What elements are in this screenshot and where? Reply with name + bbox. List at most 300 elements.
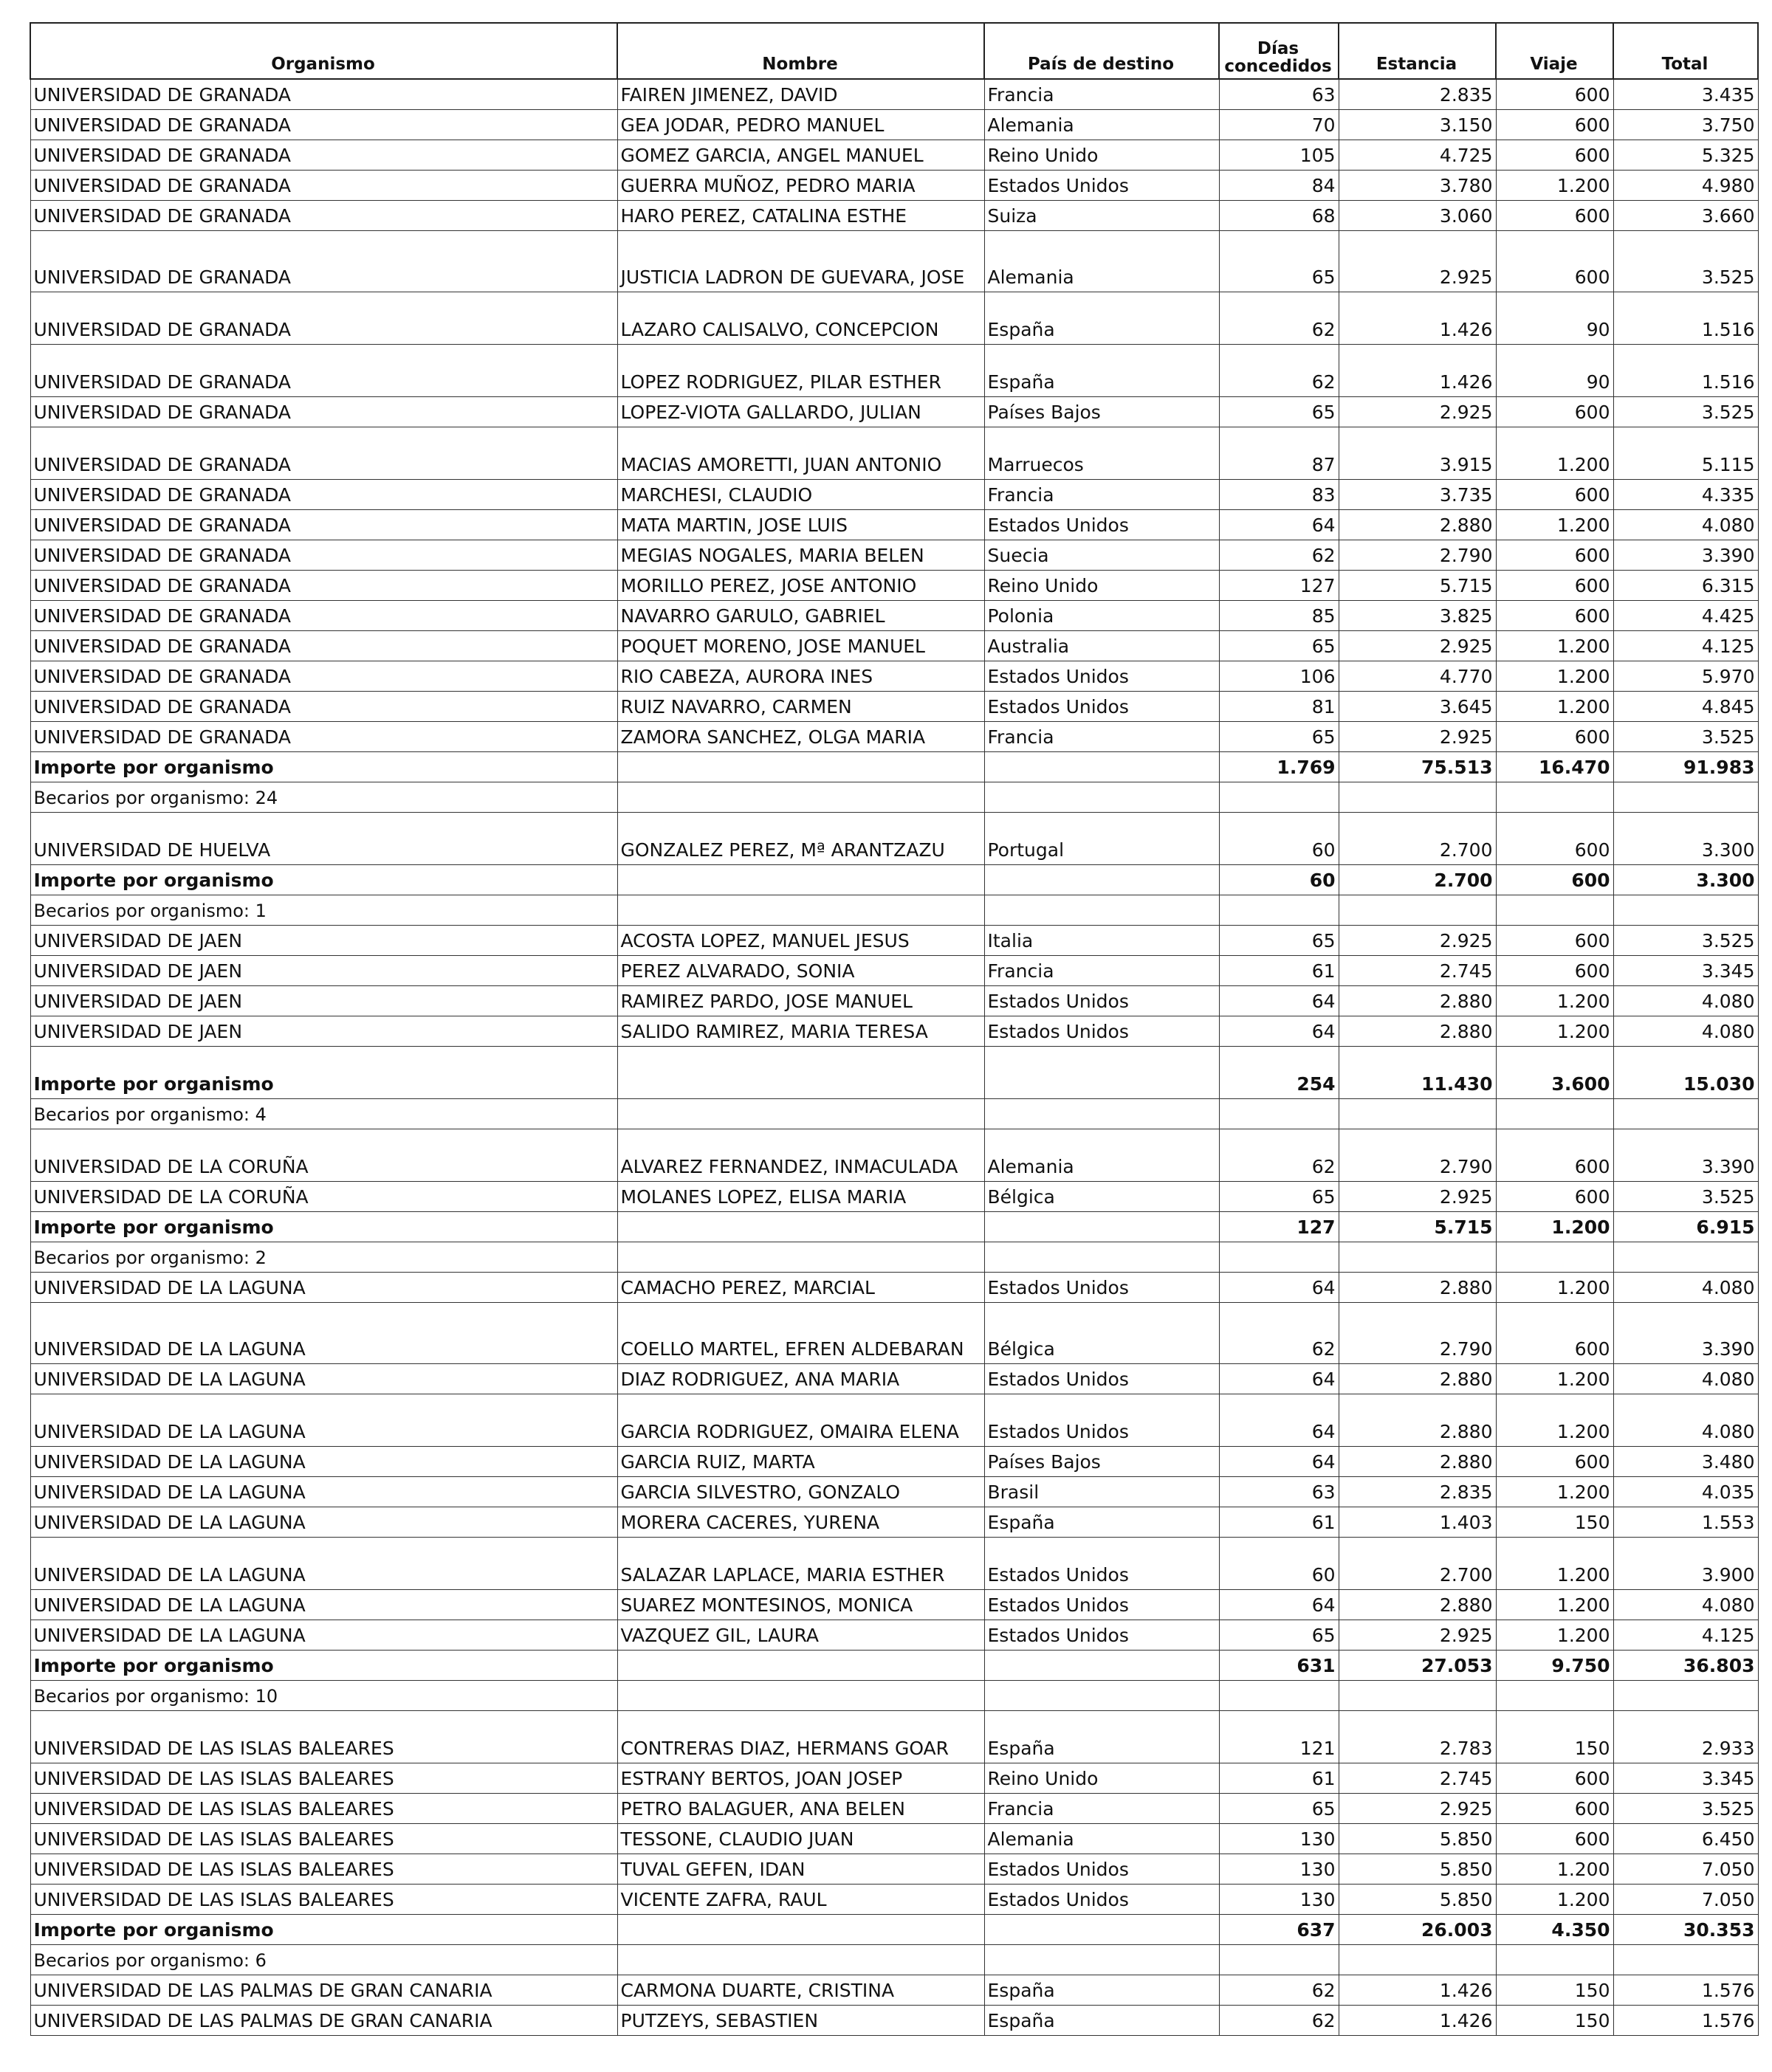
cell-viaje: 1.200 [1496,171,1613,201]
cell-organismo: UNIVERSIDAD DE JAEN [30,986,617,1016]
cell-viaje [1496,1242,1613,1273]
cell-estancia: 2.925 [1339,926,1496,956]
table-row [30,631,1758,661]
cell-total [1613,782,1758,813]
cell-nombre: MARCHESI, CLAUDIO [617,480,984,510]
cell-viaje [1496,1945,1613,1975]
cell-dias: 85 [1219,601,1339,631]
cell-nombre: PUTZEYS, SEBASTIEN [617,2006,984,2036]
cell-total: 5.970 [1613,661,1758,692]
cell-dias: 130 [1219,1824,1339,1854]
cell-dias [1219,1945,1339,1975]
cell-total: 30.353 [1613,1915,1758,1945]
cell-dias: 64 [1219,1394,1339,1447]
cell-dias: 70 [1219,110,1339,140]
cell-pais: Francia [984,480,1219,510]
cell-viaje: 1.200 [1496,692,1613,722]
cell-nombre: NAVARRO GARULO, GABRIEL [617,601,984,631]
table-row [30,201,1758,231]
cell-pais: Estados Unidos [984,1538,1219,1590]
cell-viaje: 90 [1496,345,1613,397]
count-row [30,1099,1758,1129]
cell-viaje: 16.470 [1496,752,1613,782]
cell-estancia: 5.715 [1339,571,1496,601]
cell-organismo: UNIVERSIDAD DE LA LAGUNA [30,1507,617,1538]
document-sheet [30,22,1757,2036]
cell-total: 36.803 [1613,1651,1758,1681]
cell-dias: 62 [1219,1129,1339,1182]
cell-viaje: 600 [1496,722,1613,752]
table-row [30,601,1758,631]
subtotal-row [30,1651,1758,1681]
cell-organismo: UNIVERSIDAD DE LAS ISLAS BALEARES [30,1885,617,1915]
cell-organismo: UNIVERSIDAD DE LAS ISLAS BALEARES [30,1824,617,1854]
cell-viaje: 600 [1496,1447,1613,1477]
cell-nombre: RUIZ NAVARRO, CARMEN [617,692,984,722]
cell-dias: 87 [1219,427,1339,480]
cell-nombre: MORERA CACERES, YURENA [617,1507,984,1538]
cell-pais: Estados Unidos [984,1854,1219,1885]
subtotal-row [30,752,1758,782]
cell-dias: 60 [1219,813,1339,865]
cell-organismo: UNIVERSIDAD DE JAEN [30,1016,617,1047]
cell-pais: Alemania [984,1129,1219,1182]
cell-viaje: 600 [1496,601,1613,631]
cell-organismo: UNIVERSIDAD DE LA LAGUNA [30,1394,617,1447]
cell-total: 3.390 [1613,540,1758,571]
table-row [30,1477,1758,1507]
cell-nombre: CONTRERAS DIAZ, HERMANS GOAR [617,1711,984,1763]
cell-dias: 127 [1219,1212,1339,1242]
cell-estancia: 5.850 [1339,1885,1496,1915]
cell-organismo: UNIVERSIDAD DE LAS ISLAS BALEARES [30,1763,617,1794]
cell-organismo: Becarios por organismo: 10 [30,1681,617,1711]
cell-viaje: 150 [1496,1975,1613,2006]
table-row [30,1620,1758,1651]
cell-nombre: POQUET MORENO, JOSE MANUEL [617,631,984,661]
cell-estancia: 4.725 [1339,140,1496,171]
cell-total: 3.435 [1613,79,1758,110]
cell-estancia: 3.825 [1339,601,1496,631]
cell-estancia: 2.880 [1339,1016,1496,1047]
cell-viaje: 9.750 [1496,1651,1613,1681]
cell-total: 3.525 [1613,1794,1758,1824]
cell-pais: Portugal [984,813,1219,865]
header-estancia: Estancia [1339,23,1496,79]
cell-viaje: 600 [1496,813,1613,865]
table-row [30,1824,1758,1854]
cell-nombre: TUVAL GEFEN, IDAN [617,1854,984,1885]
cell-organismo: Importe por organismo [30,1651,617,1681]
cell-viaje: 600 [1496,397,1613,427]
cell-nombre: MOLANES LOPEZ, ELISA MARIA [617,1182,984,1212]
cell-organismo: UNIVERSIDAD DE GRANADA [30,110,617,140]
cell-nombre: DIAZ RODRIGUEZ, ANA MARIA [617,1364,984,1394]
cell-nombre: LOPEZ-VIOTA GALLARDO, JULIAN [617,397,984,427]
cell-nombre: ESTRANY BERTOS, JOAN JOSEP [617,1763,984,1794]
cell-total: 3.525 [1613,231,1758,292]
cell-pais: Estados Unidos [984,1620,1219,1651]
cell-viaje [1496,782,1613,813]
table-row [30,1885,1758,1915]
cell-estancia: 5.850 [1339,1824,1496,1854]
cell-viaje: 3.600 [1496,1047,1613,1099]
cell-estancia: 27.053 [1339,1651,1496,1681]
cell-total: 6.450 [1613,1824,1758,1854]
cell-nombre [617,1651,984,1681]
cell-nombre: FAIREN JIMENEZ, DAVID [617,79,984,110]
cell-pais [984,1915,1219,1945]
cell-nombre: GEA JODAR, PEDRO MANUEL [617,110,984,140]
cell-pais [984,1242,1219,1273]
cell-pais: España [984,2006,1219,2036]
cell-organismo: Importe por organismo [30,1212,617,1242]
subtotal-row [30,865,1758,895]
cell-total: 4.080 [1613,1273,1758,1303]
cell-total: 6.315 [1613,571,1758,601]
cell-pais: Estados Unidos [984,1394,1219,1447]
cell-viaje: 150 [1496,2006,1613,2036]
cell-nombre: CARMONA DUARTE, CRISTINA [617,1975,984,2006]
cell-pais: Italia [984,926,1219,956]
cell-dias: 121 [1219,1711,1339,1763]
table-row [30,1182,1758,1212]
cell-organismo: UNIVERSIDAD DE HUELVA [30,813,617,865]
cell-organismo: UNIVERSIDAD DE GRANADA [30,345,617,397]
cell-viaje [1496,895,1613,926]
cell-pais: Estados Unidos [984,171,1219,201]
table-row [30,1273,1758,1303]
cell-viaje: 4.350 [1496,1915,1613,1945]
cell-estancia: 1.426 [1339,292,1496,345]
count-row [30,1945,1758,1975]
cell-nombre: MEGIAS NOGALES, MARIA BELEN [617,540,984,571]
cell-pais: Estados Unidos [984,692,1219,722]
cell-pais: Australia [984,631,1219,661]
table-row [30,397,1758,427]
cell-dias: 61 [1219,956,1339,986]
cell-total [1613,1099,1758,1129]
cell-pais: Polonia [984,601,1219,631]
cell-dias: 81 [1219,692,1339,722]
cell-dias: 1.769 [1219,752,1339,782]
cell-estancia: 75.513 [1339,752,1496,782]
cell-organismo: UNIVERSIDAD DE LA LAGUNA [30,1477,617,1507]
cell-estancia: 3.150 [1339,110,1496,140]
table-row [30,110,1758,140]
cell-dias: 65 [1219,1182,1339,1212]
cell-viaje: 600 [1496,140,1613,171]
table-row [30,926,1758,956]
cell-dias: 64 [1219,986,1339,1016]
cell-dias: 68 [1219,201,1339,231]
cell-dias [1219,1099,1339,1129]
header-row [30,23,1758,79]
table-row [30,1590,1758,1620]
cell-estancia: 2.925 [1339,1620,1496,1651]
cell-viaje [1496,1681,1613,1711]
cell-pais [984,1212,1219,1242]
cell-estancia: 2.745 [1339,1763,1496,1794]
cell-nombre: ZAMORA SANCHEZ, OLGA MARIA [617,722,984,752]
cell-pais: Estados Unidos [984,510,1219,540]
cell-dias: 637 [1219,1915,1339,1945]
cell-pais: Suecia [984,540,1219,571]
cell-dias: 62 [1219,540,1339,571]
cell-pais: España [984,1711,1219,1763]
table-row [30,171,1758,201]
cell-dias: 62 [1219,2006,1339,2036]
cell-pais: Estados Unidos [984,986,1219,1016]
cell-viaje: 600 [1496,480,1613,510]
table-row [30,510,1758,540]
cell-organismo: UNIVERSIDAD DE GRANADA [30,510,617,540]
cell-total: 3.390 [1613,1129,1758,1182]
cell-viaje [1496,1099,1613,1129]
cell-total: 4.080 [1613,986,1758,1016]
cell-estancia: 3.060 [1339,201,1496,231]
cell-organismo: UNIVERSIDAD DE GRANADA [30,631,617,661]
table-row [30,292,1758,345]
cell-dias [1219,1242,1339,1273]
cell-total: 4.080 [1613,1590,1758,1620]
cell-estancia: 2.700 [1339,865,1496,895]
cell-estancia: 2.925 [1339,1794,1496,1824]
cell-estancia: 3.645 [1339,692,1496,722]
cell-total [1613,1242,1758,1273]
table-row [30,1538,1758,1590]
cell-viaje: 1.200 [1496,510,1613,540]
cell-dias: 84 [1219,171,1339,201]
cell-estancia: 4.770 [1339,661,1496,692]
cell-pais [984,752,1219,782]
cell-nombre: MACIAS AMORETTI, JUAN ANTONIO [617,427,984,480]
cell-organismo: Becarios por organismo: 2 [30,1242,617,1273]
cell-viaje: 1.200 [1496,1885,1613,1915]
table-row [30,231,1758,292]
cell-organismo: UNIVERSIDAD DE LA CORUÑA [30,1182,617,1212]
cell-total: 4.080 [1613,510,1758,540]
cell-organismo: UNIVERSIDAD DE JAEN [30,926,617,956]
cell-nombre [617,752,984,782]
cell-viaje: 600 [1496,231,1613,292]
header-total: Total [1613,23,1758,79]
cell-dias: 254 [1219,1047,1339,1099]
cell-total: 3.525 [1613,926,1758,956]
cell-pais: Francia [984,722,1219,752]
cell-nombre: GARCIA SILVESTRO, GONZALO [617,1477,984,1507]
cell-estancia [1339,1242,1496,1273]
cell-estancia: 26.003 [1339,1915,1496,1945]
cell-organismo: UNIVERSIDAD DE GRANADA [30,601,617,631]
cell-organismo: UNIVERSIDAD DE LAS ISLAS BALEARES [30,1711,617,1763]
cell-pais: Francia [984,956,1219,986]
cell-dias: 61 [1219,1507,1339,1538]
table-row [30,427,1758,480]
cell-estancia: 2.880 [1339,1394,1496,1447]
cell-pais: España [984,1507,1219,1538]
cell-pais [984,1681,1219,1711]
cell-estancia: 1.426 [1339,345,1496,397]
header-viaje: Viaje [1496,23,1613,79]
cell-viaje: 600 [1496,1824,1613,1854]
cell-pais: Bélgica [984,1303,1219,1364]
cell-estancia [1339,1681,1496,1711]
cell-viaje: 1.200 [1496,661,1613,692]
cell-pais: Marruecos [984,427,1219,480]
cell-estancia: 2.745 [1339,956,1496,986]
cell-estancia: 2.925 [1339,722,1496,752]
cell-organismo: UNIVERSIDAD DE LA LAGUNA [30,1447,617,1477]
cell-dias: 65 [1219,926,1339,956]
cell-nombre [617,1945,984,1975]
cell-viaje: 1.200 [1496,427,1613,480]
cell-dias: 62 [1219,1303,1339,1364]
cell-estancia: 2.790 [1339,540,1496,571]
cell-dias: 64 [1219,1447,1339,1477]
cell-viaje: 1.200 [1496,1538,1613,1590]
table-row [30,1394,1758,1447]
cell-total: 1.576 [1613,1975,1758,2006]
cell-viaje: 600 [1496,865,1613,895]
cell-dias: 65 [1219,631,1339,661]
cell-total: 4.035 [1613,1477,1758,1507]
cell-organismo: UNIVERSIDAD DE LAS PALMAS DE GRAN CANARIA [30,2006,617,2036]
cell-pais: Francia [984,1794,1219,1824]
header-pais: País de destino [984,23,1219,79]
cell-total: 1.553 [1613,1507,1758,1538]
cell-total: 3.660 [1613,201,1758,231]
cell-nombre: MATA MARTIN, JOSE LUIS [617,510,984,540]
cell-estancia: 3.915 [1339,427,1496,480]
cell-pais [984,1047,1219,1099]
count-row [30,782,1758,813]
cell-nombre: SALIDO RAMIREZ, MARIA TERESA [617,1016,984,1047]
cell-estancia: 1.426 [1339,1975,1496,2006]
cell-pais: España [984,345,1219,397]
cell-organismo: Importe por organismo [30,865,617,895]
cell-nombre: GARCIA RODRIGUEZ, OMAIRA ELENA [617,1394,984,1447]
cell-estancia: 11.430 [1339,1047,1496,1099]
cell-total: 1.576 [1613,2006,1758,2036]
cell-viaje: 600 [1496,956,1613,986]
table-row [30,1364,1758,1394]
cell-total: 7.050 [1613,1854,1758,1885]
cell-nombre: CAMACHO PEREZ, MARCIAL [617,1273,984,1303]
cell-dias: 63 [1219,1477,1339,1507]
cell-dias: 83 [1219,480,1339,510]
cell-total: 3.480 [1613,1447,1758,1477]
cell-total: 4.080 [1613,1364,1758,1394]
cell-dias: 106 [1219,661,1339,692]
cell-estancia: 2.925 [1339,631,1496,661]
cell-organismo: UNIVERSIDAD DE LA LAGUNA [30,1303,617,1364]
cell-pais: Reino Unido [984,140,1219,171]
cell-pais: Países Bajos [984,397,1219,427]
cell-nombre: RIO CABEZA, AURORA INES [617,661,984,692]
cell-nombre: VAZQUEZ GIL, LAURA [617,1620,984,1651]
cell-nombre [617,1915,984,1945]
cell-dias [1219,1681,1339,1711]
cell-dias: 60 [1219,1538,1339,1590]
cell-estancia: 2.880 [1339,1447,1496,1477]
cell-pais: Países Bajos [984,1447,1219,1477]
table-row [30,540,1758,571]
cell-pais: Francia [984,79,1219,110]
cell-organismo: UNIVERSIDAD DE LA LAGUNA [30,1364,617,1394]
cell-estancia: 2.925 [1339,1182,1496,1212]
cell-estancia: 5.850 [1339,1854,1496,1885]
cell-total: 1.516 [1613,292,1758,345]
cell-dias: 64 [1219,1364,1339,1394]
cell-organismo: UNIVERSIDAD DE LA CORUÑA [30,1129,617,1182]
table-row [30,1129,1758,1182]
cell-nombre: PEREZ ALVARADO, SONIA [617,956,984,986]
cell-organismo: Becarios por organismo: 4 [30,1099,617,1129]
cell-total: 3.300 [1613,813,1758,865]
cell-pais: Alemania [984,110,1219,140]
cell-dias: 64 [1219,1590,1339,1620]
header-dias: Días concedidos [1219,23,1339,79]
cell-organismo: UNIVERSIDAD DE GRANADA [30,692,617,722]
cell-organismo: UNIVERSIDAD DE JAEN [30,956,617,986]
cell-dias: 65 [1219,722,1339,752]
cell-pais: Bélgica [984,1182,1219,1212]
cell-organismo: UNIVERSIDAD DE LAS ISLAS BALEARES [30,1854,617,1885]
cell-organismo: UNIVERSIDAD DE LA LAGUNA [30,1590,617,1620]
cell-nombre [617,1212,984,1242]
cell-dias: 65 [1219,1620,1339,1651]
table-row [30,692,1758,722]
cell-organismo: UNIVERSIDAD DE GRANADA [30,140,617,171]
cell-pais: Brasil [984,1477,1219,1507]
cell-organismo: Importe por organismo [30,1047,617,1099]
cell-pais: Estados Unidos [984,1364,1219,1394]
cell-estancia: 2.835 [1339,1477,1496,1507]
cell-organismo: UNIVERSIDAD DE GRANADA [30,397,617,427]
cell-total: 3.345 [1613,1763,1758,1794]
cell-total: 4.080 [1613,1394,1758,1447]
cell-organismo: UNIVERSIDAD DE GRANADA [30,571,617,601]
cell-estancia: 5.715 [1339,1212,1496,1242]
cell-estancia: 2.925 [1339,397,1496,427]
cell-organismo: Becarios por organismo: 1 [30,895,617,926]
cell-total: 3.525 [1613,397,1758,427]
becas-table [30,22,1759,2036]
cell-estancia: 2.880 [1339,1273,1496,1303]
cell-organismo: UNIVERSIDAD DE GRANADA [30,427,617,480]
cell-viaje: 1.200 [1496,1590,1613,1620]
cell-pais [984,895,1219,926]
cell-nombre: MORILLO PEREZ, JOSE ANTONIO [617,571,984,601]
cell-viaje: 600 [1496,79,1613,110]
cell-total: 3.300 [1613,865,1758,895]
cell-organismo: UNIVERSIDAD DE GRANADA [30,79,617,110]
cell-nombre: HARO PEREZ, CATALINA ESTHE [617,201,984,231]
cell-estancia: 2.880 [1339,510,1496,540]
cell-dias: 65 [1219,397,1339,427]
table-body [30,79,1758,2036]
cell-pais: Alemania [984,231,1219,292]
table-row [30,956,1758,986]
cell-dias: 60 [1219,865,1339,895]
cell-total: 4.125 [1613,631,1758,661]
cell-dias: 64 [1219,1016,1339,1047]
cell-nombre: SUAREZ MONTESINOS, MONICA [617,1590,984,1620]
table-row [30,722,1758,752]
cell-total: 5.115 [1613,427,1758,480]
cell-total: 4.080 [1613,1016,1758,1047]
